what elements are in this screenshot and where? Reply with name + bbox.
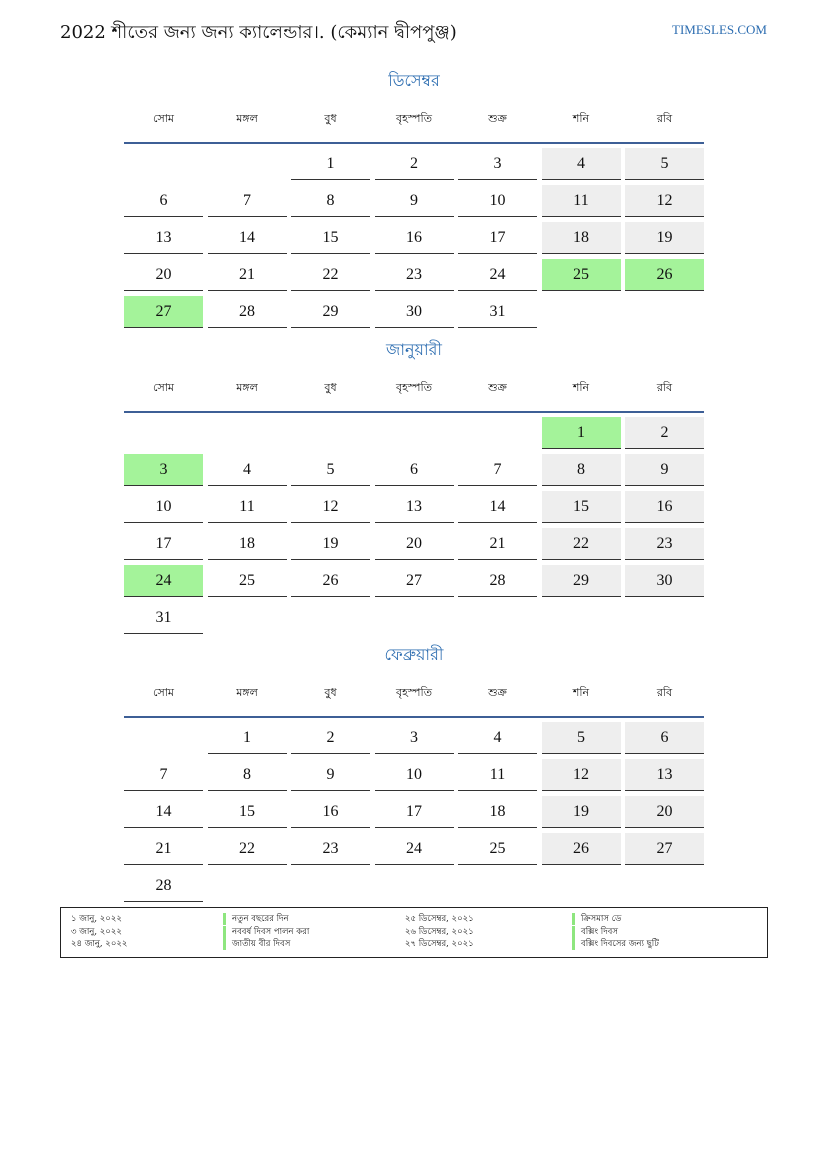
legend-date: ২৪ জানু, ২০২২ (71, 939, 128, 949)
weekday-label: মঙ্গল (236, 111, 258, 125)
weekday-label: সোম (152, 111, 175, 125)
day-cell: 12 (625, 185, 704, 217)
day-cell: 7 (124, 759, 203, 791)
day-cell: 3 (458, 148, 537, 180)
day-cell: 9 (375, 185, 454, 217)
day-cell: 2 (291, 722, 370, 754)
day-cell: 21 (124, 833, 203, 865)
legend-holiday-name: জাতীয় বীর দিবস (223, 938, 290, 950)
day-cell: 22 (542, 528, 621, 560)
day-cell: 8 (291, 185, 370, 217)
month-january (124, 337, 704, 634)
day-cell: 23 (291, 833, 370, 865)
weekday-label: বৃহস্পতি (396, 380, 432, 394)
legend-date: ২৬ ডিসেম্বর, ২০২১ (405, 926, 474, 937)
day-cell: 18 (458, 796, 537, 828)
day-cell: 4 (542, 148, 621, 180)
day-grid (124, 722, 704, 902)
day-cell: 7 (208, 185, 287, 217)
legend-holiday-name: বক্সিং দিবস (572, 926, 618, 938)
day-cell: 30 (375, 296, 454, 328)
day-cell: 27 (625, 833, 704, 865)
day-cell: 25 (208, 565, 287, 597)
empty-cell (458, 417, 537, 448)
day-cell: 11 (208, 491, 287, 523)
page-title: 2022 শীতের জন্য জন্য ক্যালেন্ডার।. (কেম্যান দ্বীপপুঞ্জ) (60, 22, 457, 43)
weekday-label: বুধ (324, 380, 337, 394)
holiday-day-cell: 1 (542, 417, 621, 449)
holiday-day-cell: 25 (542, 259, 621, 291)
day-grid (124, 148, 704, 328)
weekday-label: বুধ (324, 685, 337, 699)
day-cell: 24 (375, 833, 454, 865)
legend-date: ২৭ ডিসেম্বর, ২০২১ (405, 939, 474, 949)
month-december (124, 68, 704, 328)
weekday-label: সোম (152, 685, 175, 699)
day-cell: 10 (124, 491, 203, 523)
weekday-header (124, 674, 704, 712)
day-cell: 20 (625, 796, 704, 828)
day-cell: 1 (208, 722, 287, 754)
day-cell: 14 (124, 796, 203, 828)
day-cell: 22 (291, 259, 370, 291)
empty-cell (208, 148, 287, 179)
day-cell: 19 (291, 528, 370, 560)
day-cell: 6 (124, 185, 203, 217)
day-cell: 18 (542, 222, 621, 254)
legend-holiday-name: বক্সিং দিবসের জন্য ছুটি (572, 938, 659, 950)
legend-date: ১ জানু, ২০২২ (71, 914, 122, 924)
weekday-label: শনি (572, 685, 590, 699)
day-cell: 6 (375, 454, 454, 486)
day-cell: 27 (375, 565, 454, 597)
day-cell: 17 (375, 796, 454, 828)
day-cell: 14 (458, 491, 537, 523)
legend-date: ২৫ ডিসেম্বর, ২০২১ (405, 914, 474, 924)
day-cell: 19 (542, 796, 621, 828)
weekday-label: সোম (152, 380, 175, 394)
empty-cell (291, 417, 370, 448)
day-cell: 14 (208, 222, 287, 254)
day-cell: 15 (291, 222, 370, 254)
day-cell: 18 (208, 528, 287, 560)
day-cell: 9 (291, 759, 370, 791)
day-cell: 2 (625, 417, 704, 449)
empty-cell (375, 417, 454, 448)
holiday-day-cell: 24 (124, 565, 203, 597)
day-cell: 2 (375, 148, 454, 180)
day-cell: 31 (124, 602, 203, 634)
day-cell: 26 (291, 565, 370, 597)
legend-row (61, 926, 767, 938)
day-cell: 11 (542, 185, 621, 217)
day-cell: 7 (458, 454, 537, 486)
legend-holiday-name: নতুন বছরের দিন (223, 913, 289, 925)
weekday-label: রবি (656, 685, 673, 699)
day-cell: 17 (124, 528, 203, 560)
day-cell: 30 (625, 565, 704, 597)
legend-row (61, 913, 767, 925)
day-cell: 29 (291, 296, 370, 328)
day-cell: 13 (625, 759, 704, 791)
empty-cell (124, 722, 203, 753)
weekday-label: শনি (572, 111, 590, 125)
day-grid (124, 417, 704, 634)
weekday-header (124, 100, 704, 138)
day-cell: 23 (625, 528, 704, 560)
legend-row (61, 938, 767, 950)
header-rule (124, 142, 704, 144)
empty-cell (124, 148, 203, 179)
day-cell: 28 (458, 565, 537, 597)
weekday-label: শনি (572, 380, 590, 394)
weekday-label: মঙ্গল (236, 380, 258, 394)
header-rule (124, 716, 704, 718)
legend-holiday-name: নববর্ষ দিবস পালন করা (223, 926, 309, 938)
day-cell: 12 (542, 759, 621, 791)
weekday-label: বৃহস্পতি (396, 111, 432, 125)
weekday-label: রবি (656, 111, 673, 125)
month-title: জানুয়ারী (386, 340, 442, 359)
day-cell: 15 (542, 491, 621, 523)
day-cell: 16 (375, 222, 454, 254)
day-cell: 5 (625, 148, 704, 180)
day-cell: 16 (291, 796, 370, 828)
day-cell: 22 (208, 833, 287, 865)
weekday-label: বৃহস্পতি (396, 685, 432, 699)
day-cell: 4 (458, 722, 537, 754)
month-title: ফেব্রুয়ারী (384, 645, 444, 664)
weekday-header (124, 369, 704, 407)
weekday-label: শুক্র (488, 685, 507, 699)
empty-cell (208, 417, 287, 448)
day-cell: 28 (124, 870, 203, 902)
day-cell: 28 (208, 296, 287, 328)
day-cell: 21 (208, 259, 287, 291)
weekday-label: মঙ্গল (236, 685, 258, 699)
day-cell: 20 (124, 259, 203, 291)
weekday-label: রবি (656, 380, 673, 394)
legend-holiday-name: ক্রিসমাস ডে (572, 913, 621, 925)
day-cell: 24 (458, 259, 537, 291)
day-cell: 10 (458, 185, 537, 217)
weekday-label: শুক্র (488, 380, 507, 394)
site-link[interactable]: TIMESLES.COM (672, 22, 767, 37)
day-cell: 13 (375, 491, 454, 523)
day-cell: 15 (208, 796, 287, 828)
header-rule (124, 411, 704, 413)
weekday-label: শুক্র (488, 111, 507, 125)
day-cell: 5 (542, 722, 621, 754)
day-cell: 16 (625, 491, 704, 523)
weekday-label: বুধ (324, 111, 337, 125)
holiday-day-cell: 26 (625, 259, 704, 291)
day-cell: 31 (458, 296, 537, 328)
day-cell: 19 (625, 222, 704, 254)
day-cell: 5 (291, 454, 370, 486)
month-title: ডিসেম্বর (388, 71, 440, 90)
day-cell: 21 (458, 528, 537, 560)
holiday-legend (60, 907, 768, 958)
day-cell: 26 (542, 833, 621, 865)
day-cell: 23 (375, 259, 454, 291)
day-cell: 13 (124, 222, 203, 254)
day-cell: 8 (542, 454, 621, 486)
holiday-day-cell: 3 (124, 454, 203, 486)
day-cell: 1 (291, 148, 370, 180)
month-february (124, 642, 704, 902)
day-cell: 9 (625, 454, 704, 486)
day-cell: 8 (208, 759, 287, 791)
day-cell: 6 (625, 722, 704, 754)
day-cell: 12 (291, 491, 370, 523)
holiday-day-cell: 27 (124, 296, 203, 328)
legend-date: ৩ জানু, ২০২২ (71, 926, 122, 937)
day-cell: 10 (375, 759, 454, 791)
day-cell: 3 (375, 722, 454, 754)
day-cell: 17 (458, 222, 537, 254)
empty-cell (124, 417, 203, 448)
day-cell: 11 (458, 759, 537, 791)
day-cell: 25 (458, 833, 537, 865)
day-cell: 20 (375, 528, 454, 560)
day-cell: 29 (542, 565, 621, 597)
day-cell: 4 (208, 454, 287, 486)
